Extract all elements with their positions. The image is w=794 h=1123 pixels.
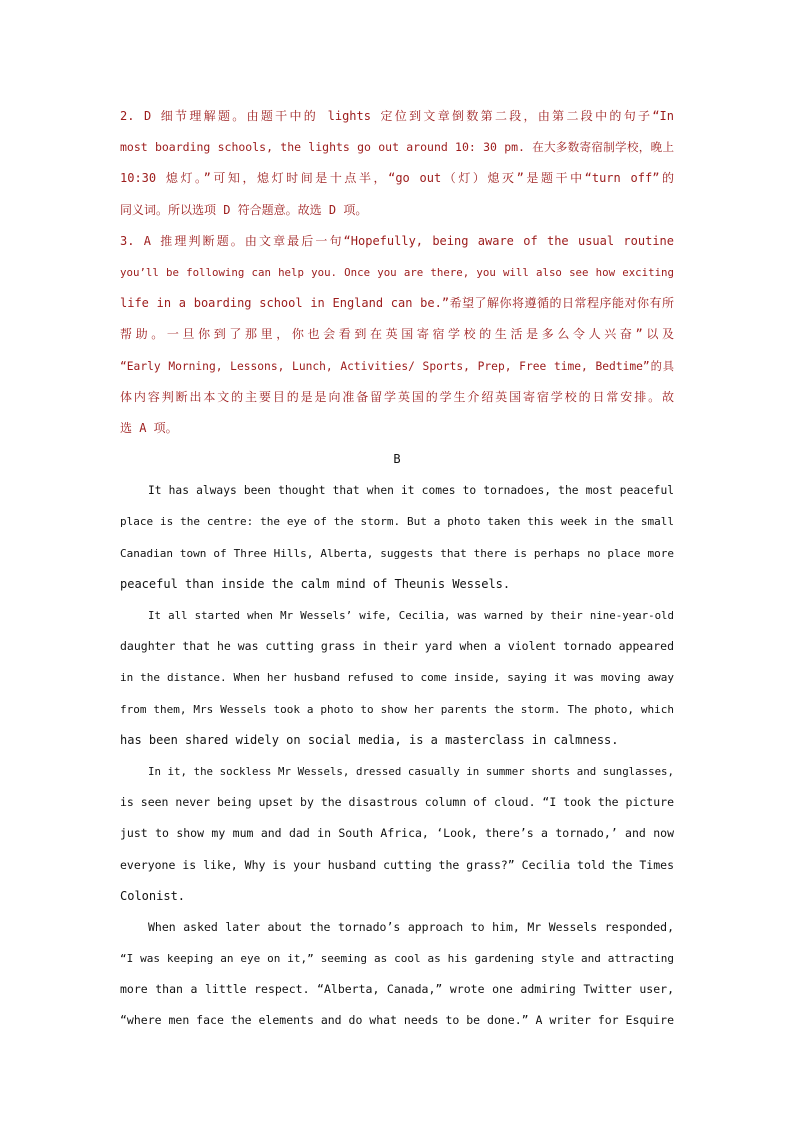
text-line: from them, Mrs Wessels took a photo to show her parents the storm. The photo, which [120, 702, 674, 716]
text-line: place is the centre: the eye of the storm. But a photo taken this week in the small [120, 515, 674, 529]
text-line: 帮助。一旦你到了那里，你也会看到在英国寄宿学校的生活是多么令人兴奋”以及 [120, 327, 674, 342]
text-line: It all started when Mr Wessels’ wife, Cecilia, was warned by their nine-year-old [148, 609, 674, 622]
text-line: 3. A 推理判断题。由文章最后一句“Hopefully, being aware of the usual routine [120, 233, 674, 248]
text-line: “Early Morning, Lessons, Lunch, Activities/ Sports, Prep, Free time, Bedtime”的具 [120, 359, 674, 373]
text-line: peaceful than inside the calm mind of Theunis Wessels. [120, 576, 511, 591]
text-line: 选 A 项。 [120, 420, 178, 435]
passage-paragraph-4 [120, 912, 674, 1037]
text-line: everyone is like, Why is your husband cutting the grass?” Cecilia told the Times [120, 857, 674, 872]
text-line: 体内容判断出本文的主要目的是是向准备留学英国的学生介绍英国寄宿学校的日常安排。故 [120, 389, 674, 404]
passage-paragraph-1 [120, 475, 674, 600]
text-line: When asked later about the tornado’s approach to him, Mr Wessels responded, [148, 919, 674, 934]
passage-paragraph-2 [120, 600, 674, 756]
passage-paragraph-3 [120, 756, 674, 912]
text-line: 10:30 熄灯。”可知，熄灯时间是十点半，“go out（灯）熄灭”是题干中“turn off”的 [120, 171, 674, 186]
text-line: daughter that he was cutting grass in their yard when a violent tornado appeared [120, 639, 674, 654]
text-line: in the distance. When her husband refused to come inside, saying it was moving away [120, 671, 674, 685]
text-line: has been shared widely on social media, is a masterclass in calmness. [120, 732, 619, 747]
text-line: In it, the sockless Mr Wessels, dressed casually in summer shorts and sunglasses, [148, 764, 674, 778]
section-heading: B [393, 452, 401, 467]
text-line: more than a little respect. “Alberta, Canada,” wrote one admiring Twitter user, [120, 982, 674, 997]
text-line: life in a boarding school in England can be.”希望了解你将遵循的日常程序能对你有所 [120, 296, 674, 311]
text-line: you’ll be following can help you. Once you are there, you will also see how exciting [120, 265, 674, 279]
text-line: most boarding schools, the lights go out around 10: 30 pm. 在大多数寄宿制学校，晚上 [120, 140, 674, 155]
text-line: “where men face the elements and do what needs to be done.” A writer for Esquire [120, 1013, 674, 1028]
text-line: “I was keeping an eye on it,” seeming as cool as his gardening style and attracting [120, 952, 674, 966]
text-line: 2. D 细节理解题。由题干中的 lights 定位到文章倒数第二段，由第二段中的句子“In [120, 109, 674, 123]
answer-explanation-3 [120, 226, 674, 444]
text-line: just to show my mum and dad in South Africa, ‘Look, there’s a tornado,’ and now [120, 826, 674, 841]
document-page [120, 101, 674, 1037]
text-line: is seen never being upset by the disastrous column of cloud. “I took the picture [120, 795, 674, 810]
answer-explanation-2 [120, 101, 674, 226]
text-line: Canadian town of Three Hills, Alberta, suggests that there is perhaps no place more [120, 546, 674, 560]
text-line: Colonist. [120, 888, 186, 903]
text-line: 同义词。所以选项 D 符合题意。故选 D 项。 [120, 202, 368, 217]
text-line: It has always been thought that when it comes to tornadoes, the most peaceful [148, 484, 674, 498]
